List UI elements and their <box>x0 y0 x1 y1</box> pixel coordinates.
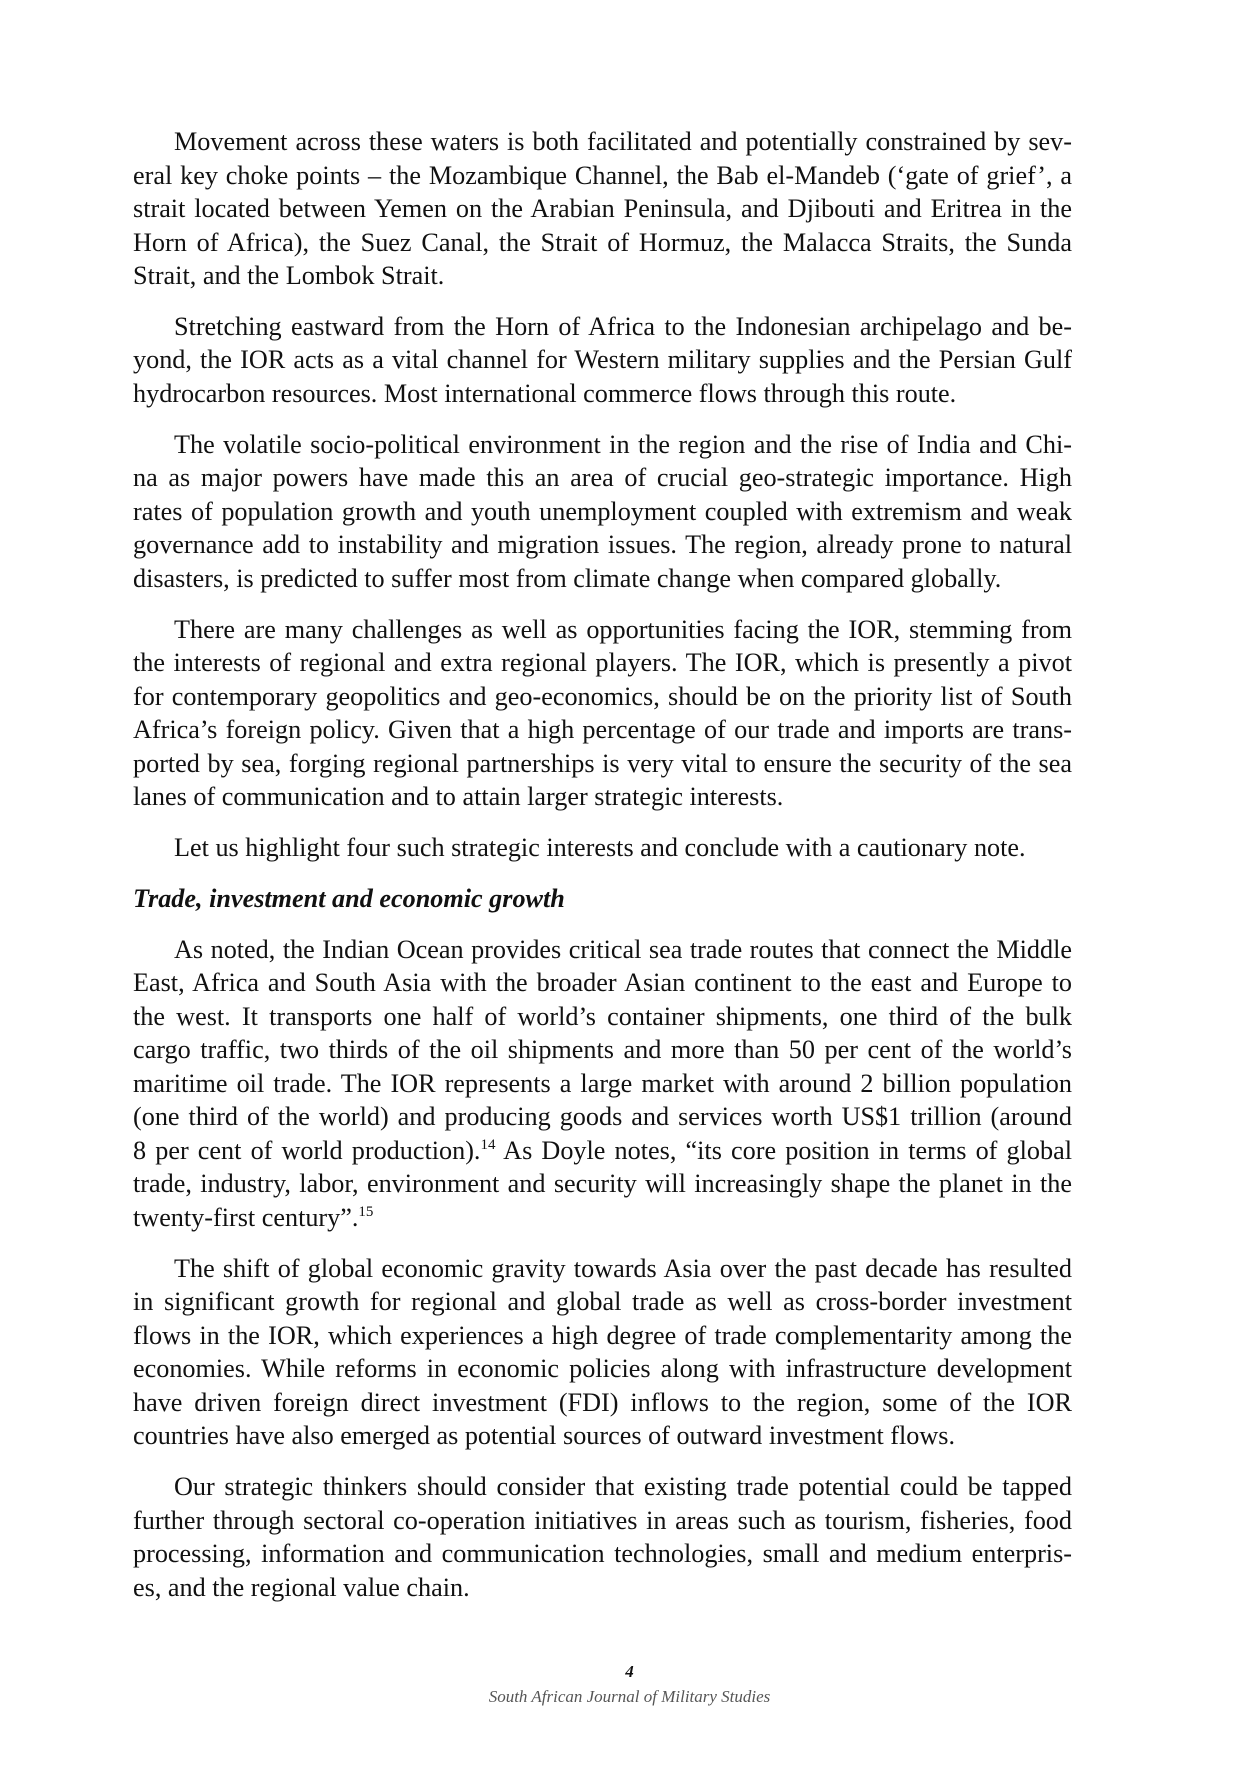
text-line: es, and the regional value chain. <box>133 1572 470 1602</box>
body-paragraph <box>133 831 1072 865</box>
text-line: Strait, and the Lombok Strait. <box>133 261 445 290</box>
page-number: 4 <box>625 1662 634 1681</box>
text-line: hydrocarbon resources. Most international commerce flows through this route. <box>133 378 957 408</box>
text-line: Our strategic thinkers should consider that existing trade potential could be tapped <box>174 1472 1072 1502</box>
text-line: have driven foreign direct investment (FDI) inflows to the region, some of the IOR <box>133 1387 1072 1417</box>
body-paragraph <box>133 1470 1072 1604</box>
text-line: the west. It transports one half of world’s container shipments, one third of the bulk <box>133 1001 1072 1031</box>
section-heading: Trade, investment and economic growth <box>133 883 565 913</box>
text-line: yond, the IOR acts as a vital channel for Western military supplies and the Persian Gulf <box>133 345 1072 375</box>
body-paragraph <box>133 428 1072 596</box>
text-segment: twenty-first century”. <box>133 1202 359 1232</box>
text-line <box>133 1201 1072 1235</box>
text-line: countries have also emerged as potential sources of outward investment flows. <box>133 1421 956 1451</box>
text-line: Africa’s foreign policy. Given that a high percentage of our trade and imports are trans- <box>133 715 1072 745</box>
body-paragraph <box>133 1252 1072 1453</box>
text-line: strait located between Yemen on the Arabian Peninsula, and Djibouti and Eritrea in the <box>133 194 1072 223</box>
text-line: disasters, is predicted to suffer most from climate change when compared globally. <box>133 563 1002 593</box>
text-line: for contemporary geopolitics and geo-economics, should be on the priority list of South <box>133 681 1072 711</box>
footnote-ref: 15 <box>358 1203 374 1220</box>
text-line: the interests of regional and extra regional players. The IOR, which is presently a pivot <box>133 648 1072 678</box>
text-line: economies. While reforms in economic policies along with infrastructure development <box>133 1354 1072 1384</box>
text-line: Let us highlight four such strategic interests and conclude with a cautionary note. <box>174 833 1026 863</box>
text-segment: As Doyle notes, “its core position in terms of global <box>495 1135 1072 1165</box>
body-paragraph <box>133 933 1072 1235</box>
text-segment: 8 per cent of world production). <box>133 1135 481 1165</box>
text-line: processing, information and communication technologies, small and medium enterpris- <box>133 1539 1072 1569</box>
text-line: Stretching eastward from the Horn of Africa to the Indonesian archipelago and be- <box>174 311 1072 341</box>
text-line: ported by sea, forging regional partnerships is very vital to ensure the security of the sea <box>133 748 1072 778</box>
text-line: lanes of communication and to attain larger strategic interests. <box>133 782 784 812</box>
text-line: The shift of global economic gravity towards Asia over the past decade has resulted <box>174 1253 1072 1283</box>
text-line <box>133 1134 1072 1168</box>
body-paragraph <box>133 613 1072 814</box>
text-line: flows in the IOR, which experiences a high degree of trade complementarity among the <box>133 1320 1072 1350</box>
text-line: na as major powers have made this an area of crucial geo-strategic importance. High <box>133 463 1072 493</box>
journal-title: South African Journal of Military Studies <box>488 1687 771 1706</box>
text-line: Movement across these waters is both facilitated and potentially constrained by sev- <box>174 127 1072 156</box>
text-line: trade, industry, labor, environment and security will increasingly shape the planet in the <box>133 1169 1072 1199</box>
text-line: East, Africa and South Asia with the broader Asian continent to the east and Europe to <box>133 968 1072 998</box>
text-line: cargo traffic, two thirds of the oil shipments and more than 50 per cent of the world’s <box>133 1035 1072 1065</box>
footnote-ref: 14 <box>480 1136 496 1153</box>
text-line: Horn of Africa), the Suez Canal, the Strait of Hormuz, the Malacca Straits, the Sunda <box>133 227 1072 257</box>
text-line: governance add to instability and migration issues. The region, already prone to natural <box>133 530 1072 560</box>
text-line: There are many challenges as well as opportunities facing the IOR, stemming from <box>174 614 1072 644</box>
text-line: (one third of the world) and producing goods and services worth US$1 trillion (around <box>133 1102 1072 1132</box>
text-line: As noted, the Indian Ocean provides critical sea trade routes that connect the Middle <box>174 934 1072 964</box>
text-line: in significant growth for regional and global trade as well as cross-border investment <box>133 1287 1072 1317</box>
text-line: further through sectoral co-operation initiatives in areas such as tourism, fisheries, food <box>133 1505 1072 1535</box>
body-paragraph <box>133 310 1072 411</box>
text-line: The volatile socio-political environment in the region and the rise of India and Chi- <box>174 429 1072 459</box>
text-line: eral key choke points – the Mozambique Channel, the Bab el-Mandeb (‘gate of grief’, a <box>133 160 1072 190</box>
text-line: rates of population growth and youth unemployment coupled with extremism and weak <box>133 496 1072 526</box>
text-line: maritime oil trade. The IOR represents a large market with around 2 billion population <box>133 1068 1072 1098</box>
page-body <box>133 125 1072 1622</box>
body-paragraph <box>133 125 1072 293</box>
